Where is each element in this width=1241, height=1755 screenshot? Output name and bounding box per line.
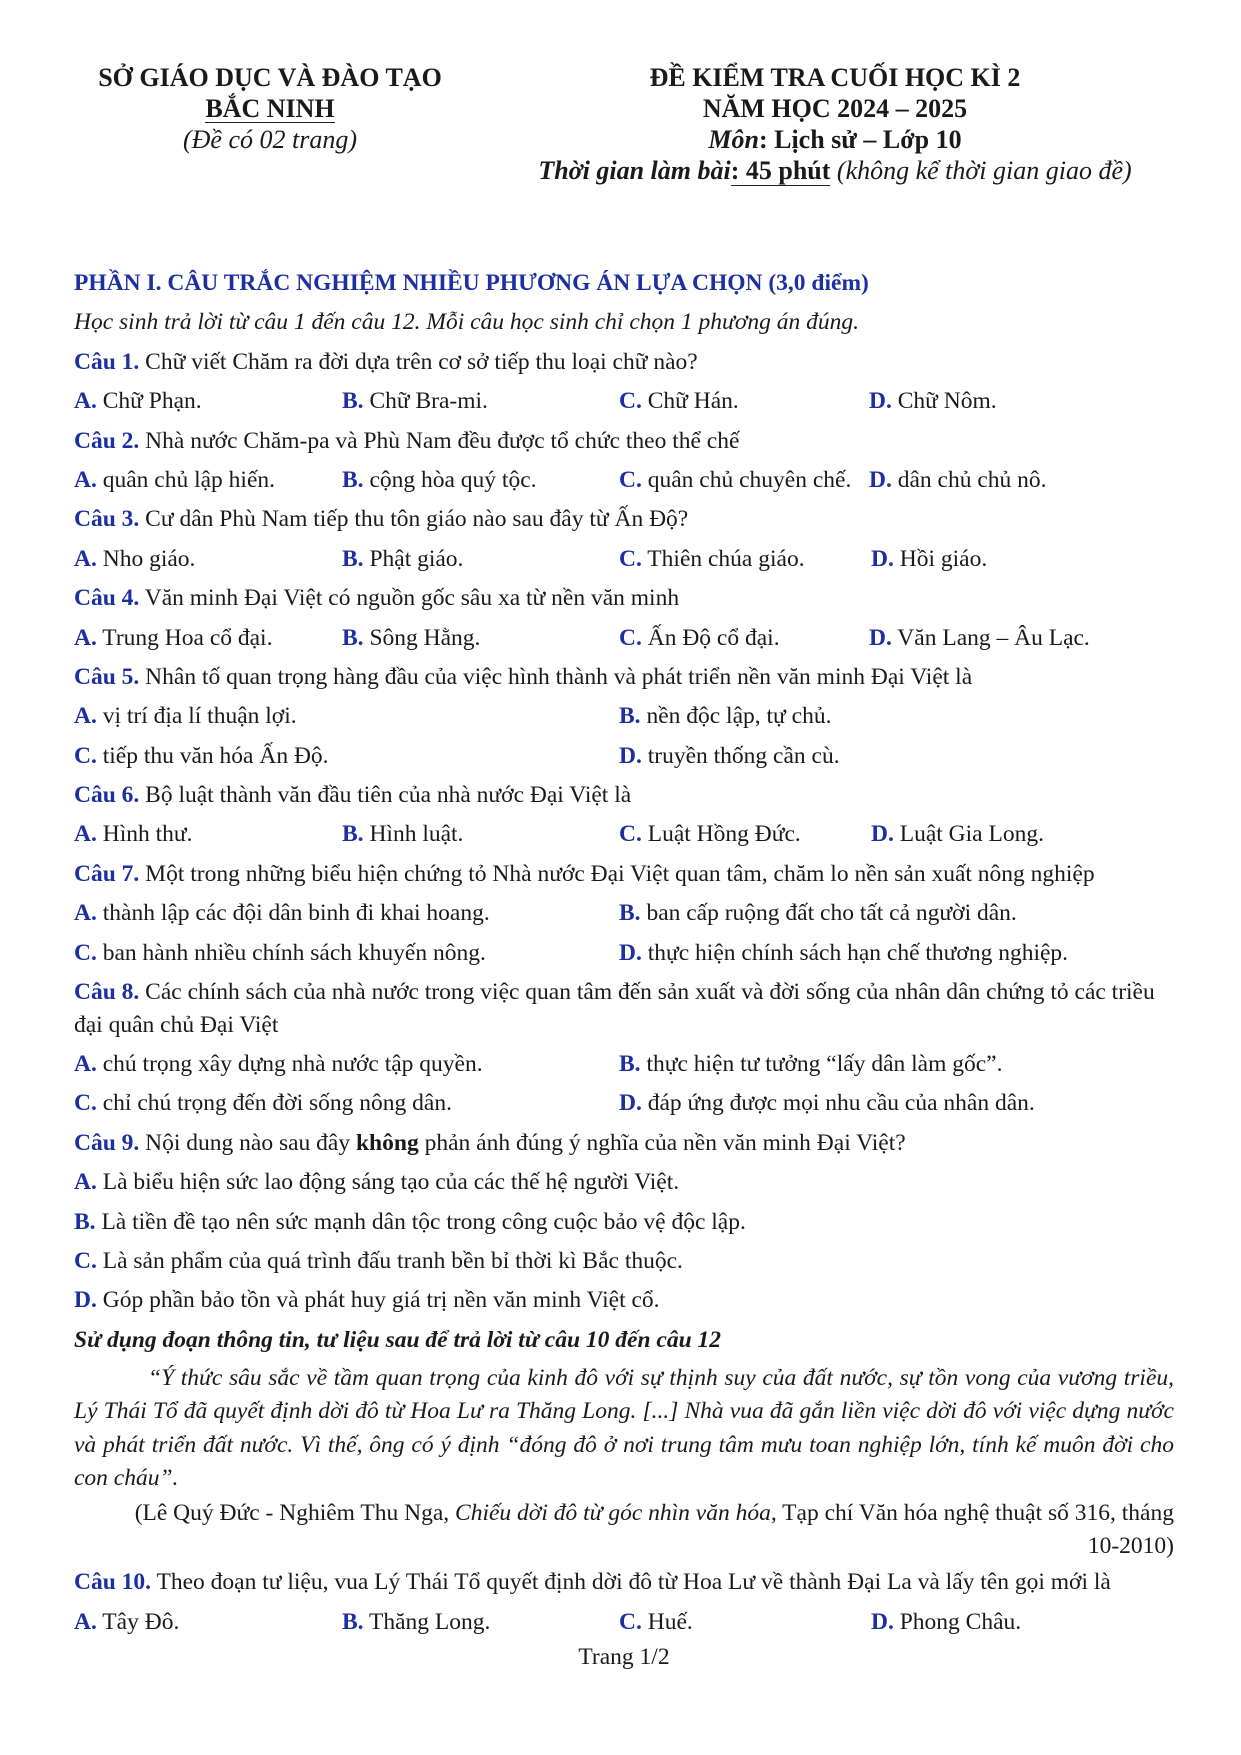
header-left [60, 62, 480, 155]
option-d[interactable]: D. Hồi giáo. [871, 545, 988, 572]
page-count-note: (Đề có 02 trang) [182, 125, 357, 154]
subject-line: Môn: Lịch sử – Lớp 10 [708, 125, 962, 154]
source-quote: “Ý thức sâu sắc về tầm quan trọng của kinh đô với sự thịnh suy của đất nước, sự tồn vong của vương triều, Lý Thái Tổ đã quyết định dời đô từ Hoa Lư ra Thăng Long. [...] Nhà vua đã gắn liền việc dời đô với việc dựng nước và phát triển đất nước. Vì thế, ông có ý định “đóng đô ở nơi trung tâm mưu toan nghiệp lớn, tính kế muôn đời cho con cháu”. [74, 1365, 1174, 1491]
options-row [74, 737, 1174, 776]
question-stem: Câu 8. Các chính sách của nhà nước trong việc quan tâm đến sản xuất và đời sống của nhân dân chứng tỏ các triều đại quân chủ Đại Việt [74, 979, 1155, 1039]
option-a[interactable]: A. thành lập các đội dân binh đi khai hoang. [74, 900, 490, 927]
options-row [74, 934, 1174, 973]
option-b[interactable]: B. Sông Hằng. [342, 624, 481, 651]
question-stem: Câu 10. Theo đoạn tư liệu, vua Lý Thái Tổ quyết định dời đô từ Hoa Lư về thành Đại La và lấy tên gọi mới là [74, 1569, 1111, 1596]
option-d[interactable]: D. Phong Châu. [871, 1608, 1022, 1635]
option-d[interactable]: D. Luật Gia Long. [871, 821, 1044, 848]
options-row [74, 1603, 1174, 1642]
question-stem: Câu 4. Văn minh Đại Việt có nguồn gốc sâu xa từ nền văn minh [74, 585, 680, 612]
option-c[interactable]: C. ban hành nhiều chính sách khuyến nông. [74, 939, 486, 966]
section-instruction: Học sinh trả lời từ câu 1 đến câu 12. Mỗi câu học sinh chỉ chọn 1 phương án đúng. [74, 309, 860, 336]
options-row [74, 697, 1174, 736]
option-c[interactable]: C. Là sản phẩm của quá trình đấu tranh bền bỉ thời kì Bắc thuộc. [74, 1247, 683, 1274]
option-b[interactable]: B. Thăng Long. [342, 1608, 491, 1635]
options-row [74, 540, 1174, 579]
options-row [74, 815, 1174, 854]
option-b[interactable]: B. ban cấp ruộng đất cho tất cả người dân. [619, 900, 1017, 927]
option-c[interactable]: C. Huế. [619, 1608, 693, 1635]
option-b[interactable]: B. Phật giáo. [342, 545, 464, 572]
province-name: BẮC NINH [205, 94, 335, 123]
question-stem: Câu 5. Nhân tố quan trọng hàng đầu của việc hình thành và phát triển nền văn minh Đại Việt là [74, 663, 973, 690]
source-citation: (Lê Quý Đức - Nghiêm Thu Nga, Chiếu dời đô từ góc nhìn văn hóa, Tạp chí Văn hóa nghệ thuật số 316, tháng 10-2010) [134, 1499, 1174, 1560]
department-name: SỞ GIÁO DỤC VÀ ĐÀO TẠO [98, 63, 442, 92]
option-d[interactable]: D. đáp ứng được mọi nhu cầu của nhân dân. [619, 1090, 1035, 1117]
option-a[interactable]: A. vị trí địa lí thuận lợi. [74, 703, 297, 730]
option-a[interactable]: A. Hình thư. [74, 821, 193, 848]
option-c[interactable]: C. Ấn Độ cổ đại. [619, 624, 780, 651]
option-d[interactable]: D. thực hiện chính sách hạn chế thương nghiệp. [619, 939, 1069, 966]
school-year: NĂM HỌC 2024 – 2025 [702, 94, 968, 123]
option-c[interactable]: C. chỉ chú trọng đến đời sống nông dân. [74, 1090, 452, 1117]
option-c[interactable]: C. Thiên chúa giáo. [619, 545, 805, 572]
option-a[interactable]: A. Là biểu hiện sức lao động sáng tạo của các thế hệ người Việt. [74, 1169, 680, 1196]
options-row [74, 461, 1174, 500]
option-b[interactable]: B. nền độc lập, tự chủ. [619, 703, 832, 730]
options-row [74, 382, 1174, 421]
option-c[interactable]: C. Chữ Hán. [619, 388, 739, 415]
source-heading: Sử dụng đoạn thông tin, tư liệu sau để trả lời từ câu 10 đến câu 12 [74, 1326, 722, 1353]
option-d[interactable]: D. Góp phần bảo tồn và phát huy giá trị nền văn minh Việt cổ. [74, 1287, 660, 1314]
option-b[interactable]: B. Là tiền đề tạo nên sức mạnh dân tộc trong công cuộc bảo vệ độc lập. [74, 1208, 746, 1235]
time-line: Thời gian làm bài: 45 phút (không kể thời gian giao đề) [538, 156, 1132, 185]
question-stem: Câu 2. Nhà nước Chăm-pa và Phù Nam đều được tổ chức theo thể chế [74, 427, 740, 454]
option-b[interactable]: B. Chữ Bra-mi. [342, 388, 488, 415]
header-right [470, 62, 1200, 186]
option-a[interactable]: A. Nho giáo. [74, 545, 196, 572]
option-a[interactable]: A. Tây Đô. [74, 1608, 180, 1635]
option-d[interactable]: D. truyền thống cần cù. [619, 742, 840, 769]
options-row [74, 619, 1174, 658]
option-c[interactable]: C. Luật Hồng Đức. [619, 821, 801, 848]
question-stem: Câu 3. Cư dân Phù Nam tiếp thu tôn giáo nào sau đây từ Ấn Độ? [74, 506, 689, 533]
option-c[interactable]: C. tiếp thu văn hóa Ấn Độ. [74, 742, 329, 769]
question-stem: Câu 9. Nội dung nào sau đây không phản ánh đúng ý nghĩa của nền văn minh Đại Việt? [74, 1129, 906, 1156]
exam-title: ĐỀ KIỂM TRA CUỐI HỌC KÌ 2 [649, 63, 1021, 92]
option-a[interactable]: A. chú trọng xây dựng nhà nước tập quyền. [74, 1051, 483, 1078]
option-a[interactable]: A. quân chủ lập hiến. [74, 466, 276, 493]
question-stem: Câu 7. Một trong những biểu hiện chứng tỏ Nhà nước Đại Việt quan tâm, chăm lo nền sản xuất nông nghiệp [74, 860, 1095, 887]
option-a[interactable]: A. Chữ Phạn. [74, 388, 202, 415]
exam-body [74, 264, 1174, 1671]
option-d[interactable]: D. Văn Lang – Âu Lạc. [869, 624, 1090, 651]
option-c[interactable]: C. quân chủ chuyên chế. [619, 466, 852, 493]
option-b[interactable]: B. thực hiện tư tưởng “lấy dân làm gốc”. [619, 1051, 1003, 1078]
option-d[interactable]: D. Chữ Nôm. [869, 388, 997, 415]
options-row [74, 1084, 1174, 1123]
options-row [74, 1045, 1174, 1084]
option-d[interactable]: D. dân chủ chủ nô. [869, 466, 1047, 493]
options-row [74, 894, 1174, 933]
negation-keyword: không [355, 1129, 419, 1156]
option-a[interactable]: A. Trung Hoa cổ đại. [74, 624, 273, 651]
section-title: PHẦN I. CÂU TRẮC NGHIỆM NHIỀU PHƯƠNG ÁN LỰA CHỌN (3,0 điểm) [74, 270, 869, 296]
question-stem: Câu 1. Chữ viết Chăm ra đời dựa trên cơ sở tiếp thu loại chữ nào? [74, 348, 698, 375]
question-stem: Câu 6. Bộ luật thành văn đầu tiên của nhà nước Đại Việt là [74, 782, 632, 809]
option-b[interactable]: B. cộng hòa quý tộc. [342, 466, 537, 493]
page-number: Trang 1/2 [578, 1644, 670, 1671]
option-b[interactable]: B. Hình luật. [342, 821, 464, 848]
